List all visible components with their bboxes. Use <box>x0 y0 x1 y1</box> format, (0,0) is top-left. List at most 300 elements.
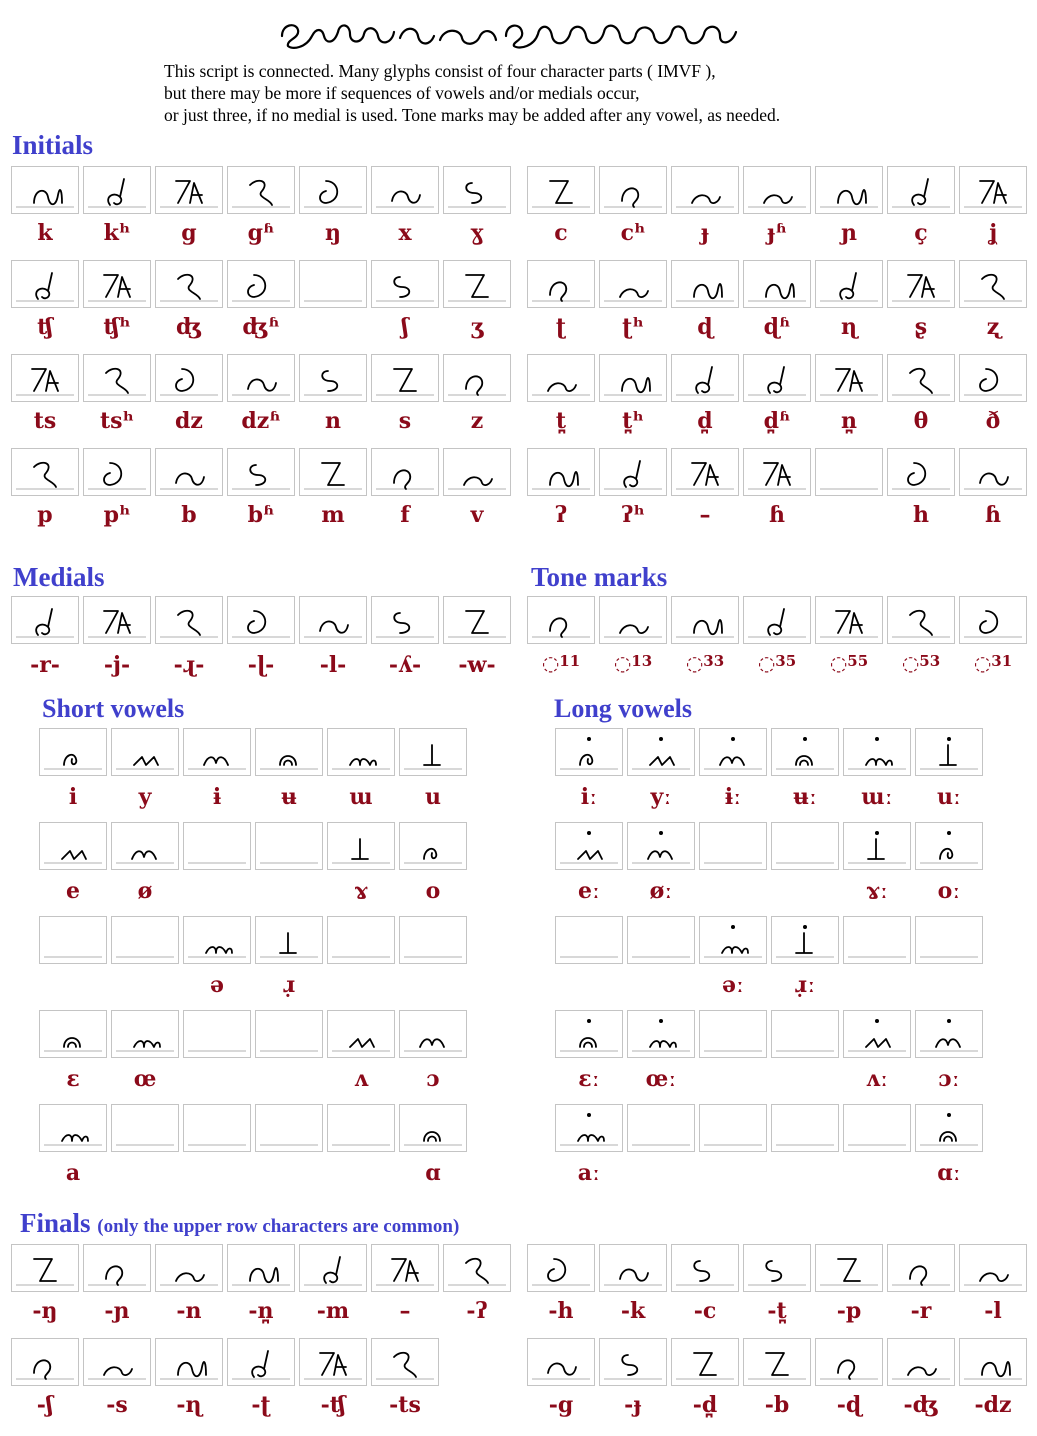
short-vowel-cell <box>327 916 395 964</box>
glyph-icon <box>772 823 838 869</box>
initial-glyph-cell <box>887 260 955 308</box>
long-vowel-label: iː <box>580 784 598 810</box>
initial-glyph-cell <box>443 354 511 402</box>
glyph-icon <box>844 1011 910 1057</box>
heading-finals-note: (only the upper row characters are common) <box>97 1216 460 1237</box>
intro-line: but there may be more if sequences of vowels and/or medials occur, <box>164 83 640 103</box>
heading-short-vowels: Short vowels <box>42 694 185 723</box>
glyph-icon <box>184 729 250 775</box>
initial-glyph-cell <box>887 354 955 402</box>
initial-glyph-cell <box>527 260 595 308</box>
long-vowel-label: ɔː <box>938 1066 960 1092</box>
glyph-icon <box>744 167 810 213</box>
glyph-icon <box>600 261 666 307</box>
glyph-icon <box>960 261 1026 307</box>
initial-glyph-cell <box>599 166 667 214</box>
glyph-icon <box>156 597 222 643</box>
heading-long-vowels: Long vowels <box>554 694 692 723</box>
dotted-circle-icon: ◌ <box>757 651 776 675</box>
heading-initials: Initials <box>12 130 94 160</box>
final-glyph-cell <box>83 1244 151 1292</box>
long-vowel-cell <box>843 916 911 964</box>
glyph-icon <box>844 917 910 963</box>
final-glyph-cell <box>11 1338 79 1386</box>
initial-label: b <box>181 502 197 528</box>
long-vowel-cell <box>843 822 911 870</box>
initial-label: ʧʰ <box>103 314 131 340</box>
final-glyph-cell <box>671 1244 739 1292</box>
medial-glyph-cell <box>155 596 223 644</box>
initial-glyph-cell <box>671 354 739 402</box>
glyph-icon <box>372 449 438 495</box>
glyph-icon <box>628 1105 694 1151</box>
initial-glyph-cell <box>959 354 1027 402</box>
initial-label: ʒ <box>470 314 484 340</box>
glyph-icon <box>400 1011 466 1057</box>
tone-glyph-cell <box>671 596 739 644</box>
initial-label: c <box>554 220 568 246</box>
short-vowel-cell <box>327 1010 395 1058</box>
final-label: -b <box>764 1392 790 1418</box>
glyph-icon <box>628 1011 694 1057</box>
glyph-icon <box>372 1245 438 1291</box>
initial-label: ŋ <box>325 220 341 246</box>
final-label: -dz <box>974 1392 1012 1418</box>
glyph-icon <box>228 1339 294 1385</box>
glyph-icon <box>12 355 78 401</box>
glyph-icon <box>600 167 666 213</box>
short-vowel-label: ɯ <box>349 784 373 810</box>
short-vowel-cell <box>183 728 251 776</box>
initial-label: t̪ʰ <box>622 408 644 434</box>
long-vowel-label: ɹ̣ː <box>794 972 816 998</box>
initial-glyph-cell <box>743 260 811 308</box>
long-vowel-label: əː <box>721 972 745 998</box>
glyph-icon <box>672 261 738 307</box>
initial-glyph-cell <box>599 448 667 496</box>
glyph-icon <box>844 729 910 775</box>
short-vowel-cell <box>111 728 179 776</box>
short-vowel-cell <box>183 822 251 870</box>
initial-glyph-cell <box>371 448 439 496</box>
final-glyph-cell <box>815 1244 883 1292</box>
glyph-icon <box>916 823 982 869</box>
long-vowel-label: ʉː <box>792 784 818 810</box>
short-vowel-cell <box>111 1104 179 1152</box>
long-vowel-cell <box>555 728 623 776</box>
long-vowel-cell <box>843 1010 911 1058</box>
glyph-icon <box>628 729 694 775</box>
tone-number: 13 <box>631 652 653 670</box>
initial-label: ʈʰ <box>622 314 644 340</box>
long-vowel-cell <box>699 728 767 776</box>
glyph-icon <box>672 1245 738 1291</box>
initial-label: ʂ <box>914 314 928 340</box>
short-vowel-label: o <box>425 878 441 904</box>
glyph-icon <box>300 355 366 401</box>
long-vowel-label: œː <box>645 1066 677 1092</box>
glyph-icon <box>112 1011 178 1057</box>
glyph-icon <box>628 917 694 963</box>
short-vowel-cell <box>399 1010 467 1058</box>
initial-label: ʤʱ <box>242 314 280 340</box>
long-vowel-cell <box>771 1010 839 1058</box>
final-label: -k <box>620 1298 646 1324</box>
long-vowel-cell <box>555 1010 623 1058</box>
initial-glyph-cell <box>155 448 223 496</box>
tone-label <box>959 650 1027 678</box>
glyph-icon <box>300 1245 366 1291</box>
initial-glyph-cell <box>527 354 595 402</box>
final-glyph-cell <box>443 1244 511 1292</box>
glyph-icon <box>672 449 738 495</box>
dotted-circle-icon: ◌ <box>613 651 632 675</box>
initial-label: ɦ <box>985 502 1001 528</box>
initial-label: – <box>699 502 711 528</box>
glyph-icon <box>372 355 438 401</box>
glyph-icon <box>888 449 954 495</box>
final-glyph-cell <box>599 1244 667 1292</box>
initial-glyph-cell <box>887 448 955 496</box>
intro-line: or just three, if no medial is used. Tone marks may be added after any vowel, as needed. <box>164 105 781 125</box>
glyph-icon <box>228 167 294 213</box>
final-label: -ɖ <box>836 1392 862 1418</box>
long-vowel-cell <box>915 822 983 870</box>
short-vowel-label: ə <box>210 972 224 998</box>
initial-label: gʱ <box>247 220 275 246</box>
final-glyph-cell <box>155 1244 223 1292</box>
glyph-icon <box>444 261 510 307</box>
glyph-icon <box>700 823 766 869</box>
glyph-icon <box>400 729 466 775</box>
tone-label <box>815 650 883 678</box>
short-vowel-label: e <box>66 878 80 904</box>
heading-finals-text: Finals <box>20 1208 91 1238</box>
tone-number: 31 <box>991 652 1013 670</box>
glyph-icon <box>228 597 294 643</box>
initial-glyph-cell <box>227 260 295 308</box>
glyph-icon <box>300 261 366 307</box>
initial-label: d̪ <box>697 408 713 434</box>
glyph-icon <box>528 597 594 643</box>
glyph-icon <box>156 261 222 307</box>
glyph-icon <box>112 917 178 963</box>
long-vowel-cell <box>915 916 983 964</box>
final-label: -h <box>548 1298 574 1324</box>
short-vowel-cell <box>255 1010 323 1058</box>
medial-glyph-cell <box>371 596 439 644</box>
dotted-circle-icon: ◌ <box>541 651 560 675</box>
long-vowel-cell <box>699 1104 767 1152</box>
glyph-icon <box>84 355 150 401</box>
final-glyph-cell <box>371 1244 439 1292</box>
glyph-icon <box>844 823 910 869</box>
glyph-icon <box>256 729 322 775</box>
final-glyph-cell <box>959 1244 1027 1292</box>
initial-label: v <box>470 502 484 528</box>
dotted-circle-icon: ◌ <box>901 651 920 675</box>
glyph-icon <box>84 261 150 307</box>
glyph-icon <box>112 729 178 775</box>
initial-glyph-cell <box>371 260 439 308</box>
short-vowel-cell <box>183 1010 251 1058</box>
long-vowel-cell <box>627 1104 695 1152</box>
glyph-icon <box>400 917 466 963</box>
heading-finals <box>20 1208 459 1239</box>
initial-label: ɦ <box>769 502 785 528</box>
medial-glyph-cell <box>83 596 151 644</box>
glyph-icon <box>112 823 178 869</box>
long-vowel-cell <box>555 1104 623 1152</box>
initial-label: ɣ <box>470 220 484 246</box>
glyph-icon <box>184 917 250 963</box>
glyph-icon <box>700 917 766 963</box>
long-vowel-cell <box>843 1104 911 1152</box>
glyph-icon <box>300 1339 366 1385</box>
initial-label: tsʰ <box>99 408 135 434</box>
medial-glyph-cell <box>443 596 511 644</box>
initial-glyph-cell <box>959 166 1027 214</box>
glyph-icon <box>888 597 954 643</box>
glyph-icon <box>744 355 810 401</box>
short-vowel-cell <box>39 822 107 870</box>
glyph-icon <box>816 1339 882 1385</box>
long-vowel-cell <box>627 728 695 776</box>
initial-label: ɲ <box>841 220 857 246</box>
initial-label: ɟ <box>700 220 710 246</box>
glyph-icon <box>960 449 1026 495</box>
glyph-icon <box>12 167 78 213</box>
glyph-icon <box>328 1105 394 1151</box>
intro-text <box>164 60 1024 126</box>
initial-glyph-cell <box>83 448 151 496</box>
long-vowel-cell <box>555 916 623 964</box>
long-vowel-label: ʌː <box>865 1066 889 1092</box>
initial-label: pʰ <box>103 502 131 528</box>
tone-label <box>527 650 595 678</box>
long-vowel-cell <box>915 1010 983 1058</box>
glyph-icon <box>816 597 882 643</box>
initial-label: cʰ <box>620 220 646 246</box>
initial-glyph-cell <box>671 166 739 214</box>
final-glyph-cell <box>155 1338 223 1386</box>
initial-label: ʈ <box>555 314 567 340</box>
glyph-icon <box>816 261 882 307</box>
glyph-icon <box>888 1245 954 1291</box>
medial-label: -l- <box>319 652 347 678</box>
short-vowel-label: ɑ <box>425 1160 441 1186</box>
glyph-icon <box>228 449 294 495</box>
long-vowel-label: yː <box>650 784 672 810</box>
final-glyph-cell <box>299 1338 367 1386</box>
short-vowel-label: ɹ̣ <box>282 972 296 998</box>
initial-label: kʰ <box>103 220 131 246</box>
glyph-icon <box>40 917 106 963</box>
final-glyph-cell <box>527 1244 595 1292</box>
initial-glyph-cell <box>371 166 439 214</box>
glyph-icon <box>372 167 438 213</box>
initial-label: dz <box>175 408 203 434</box>
glyph-icon <box>372 261 438 307</box>
glyph-icon <box>960 1339 1026 1385</box>
initial-label: ɖ <box>697 314 713 340</box>
glyph-icon <box>184 823 250 869</box>
final-glyph-cell <box>11 1244 79 1292</box>
glyph-icon <box>960 597 1026 643</box>
long-vowel-cell <box>699 822 767 870</box>
initial-label: t̪ <box>555 408 567 434</box>
glyph-icon <box>960 355 1026 401</box>
initial-glyph-cell <box>671 448 739 496</box>
short-vowel-label: u <box>425 784 441 810</box>
initial-glyph-cell <box>443 166 511 214</box>
long-vowel-label: ɯː <box>861 784 893 810</box>
initial-glyph-cell <box>527 166 595 214</box>
initial-label: θ <box>913 408 929 434</box>
initial-label: dzʱ <box>241 408 281 434</box>
final-label: -n <box>176 1298 202 1324</box>
glyph-icon <box>600 1339 666 1385</box>
initial-label: d̪ʱ <box>763 408 791 434</box>
initial-glyph-cell <box>299 448 367 496</box>
glyph-icon <box>600 449 666 495</box>
glyph-icon <box>600 355 666 401</box>
glyph-icon <box>256 917 322 963</box>
short-vowel-cell <box>255 916 323 964</box>
initial-glyph-cell <box>83 354 151 402</box>
initial-glyph-cell <box>155 166 223 214</box>
glyph-icon <box>672 1339 738 1385</box>
long-vowel-cell <box>771 1104 839 1152</box>
glyph-icon <box>372 597 438 643</box>
glyph-icon <box>84 597 150 643</box>
initial-glyph-cell <box>443 260 511 308</box>
initial-glyph-cell <box>227 448 295 496</box>
short-vowel-cell <box>399 1104 467 1152</box>
dotted-circle-icon: ◌ <box>973 651 992 675</box>
initial-label: z <box>470 408 484 434</box>
glyph-icon <box>744 449 810 495</box>
glyph-icon <box>916 1011 982 1057</box>
final-glyph-cell <box>887 1244 955 1292</box>
initial-label: ʝ <box>988 220 998 246</box>
tone-glyph-cell <box>815 596 883 644</box>
final-label: -l <box>984 1298 1002 1324</box>
initial-glyph-cell <box>527 448 595 496</box>
glyph-icon <box>12 1339 78 1385</box>
short-vowel-label: i <box>68 784 78 810</box>
glyph-icon <box>888 261 954 307</box>
final-glyph-cell <box>371 1338 439 1386</box>
glyph-icon <box>556 729 622 775</box>
glyph-icon <box>888 1339 954 1385</box>
short-vowel-cell <box>39 1104 107 1152</box>
initial-label: ʔ <box>554 502 568 528</box>
glyph-icon <box>816 449 882 495</box>
long-vowel-label: øː <box>649 878 673 904</box>
glyph-icon <box>184 1105 250 1151</box>
long-vowel-label: ɛː <box>578 1066 600 1092</box>
final-glyph-cell <box>527 1338 595 1386</box>
initial-label: bʱ <box>247 502 275 528</box>
short-vowel-cell <box>111 916 179 964</box>
glyph-icon <box>84 449 150 495</box>
long-vowel-cell <box>555 822 623 870</box>
initial-label: ɟʱ <box>767 220 787 246</box>
glyph-icon <box>816 355 882 401</box>
medial-glyph-cell <box>11 596 79 644</box>
glyph-icon <box>528 1245 594 1291</box>
medial-label: -ɻ- <box>173 652 205 678</box>
initial-label: ɖʱ <box>763 314 791 340</box>
initial-glyph-cell <box>227 166 295 214</box>
short-vowel-cell <box>255 728 323 776</box>
final-glyph-cell <box>671 1338 739 1386</box>
initial-label: ts <box>33 408 57 434</box>
glyph-icon <box>84 167 150 213</box>
initial-glyph-cell <box>743 448 811 496</box>
glyph-icon <box>444 355 510 401</box>
initial-glyph-cell <box>11 166 79 214</box>
short-vowel-label: ø <box>137 878 153 904</box>
medial-label: -ɭ- <box>247 652 275 678</box>
glyph-icon <box>84 1339 150 1385</box>
glyph-icon <box>444 1245 510 1291</box>
glyph-icon <box>156 167 222 213</box>
glyph-icon <box>328 823 394 869</box>
initial-glyph-cell <box>815 448 883 496</box>
glyph-icon <box>184 1011 250 1057</box>
glyph-icon <box>960 1245 1026 1291</box>
glyph-icon <box>400 823 466 869</box>
glyph-icon <box>528 355 594 401</box>
glyph-icon <box>744 1245 810 1291</box>
short-vowel-label: y <box>138 784 152 810</box>
final-label: -s <box>106 1392 128 1418</box>
short-vowel-label: ʉ <box>281 784 297 810</box>
glyph-icon <box>228 261 294 307</box>
initial-glyph-cell <box>599 354 667 402</box>
heading-medials: Medials <box>13 562 105 592</box>
short-vowel-label: a <box>65 1160 81 1186</box>
glyph-icon <box>300 167 366 213</box>
glyph-icon <box>156 1339 222 1385</box>
initial-label: ʤ <box>176 314 202 340</box>
long-vowel-cell <box>771 728 839 776</box>
glyph-icon <box>12 1245 78 1291</box>
initial-label: ç <box>914 220 928 246</box>
initial-label: m <box>321 502 345 528</box>
heading-tone-marks: Tone marks <box>531 562 668 592</box>
short-vowel-label: œ <box>133 1066 157 1092</box>
final-label: -ʈ <box>251 1392 271 1418</box>
glyph-icon <box>672 167 738 213</box>
initial-glyph-cell <box>743 354 811 402</box>
initial-label: x <box>398 220 412 246</box>
intro-line: This script is connected. Many glyphs consist of four character parts ( IMVF ), <box>164 61 716 81</box>
final-glyph-cell <box>743 1338 811 1386</box>
final-label: -ɳ <box>176 1392 202 1418</box>
tone-label <box>599 650 667 678</box>
final-label: -d̪ <box>692 1392 718 1418</box>
final-label: -g <box>548 1392 574 1418</box>
tone-glyph-cell <box>959 596 1027 644</box>
glyph-icon <box>328 729 394 775</box>
long-vowel-cell <box>843 728 911 776</box>
short-vowel-cell <box>39 728 107 776</box>
glyph-icon <box>256 1105 322 1151</box>
tone-glyph-cell <box>887 596 955 644</box>
